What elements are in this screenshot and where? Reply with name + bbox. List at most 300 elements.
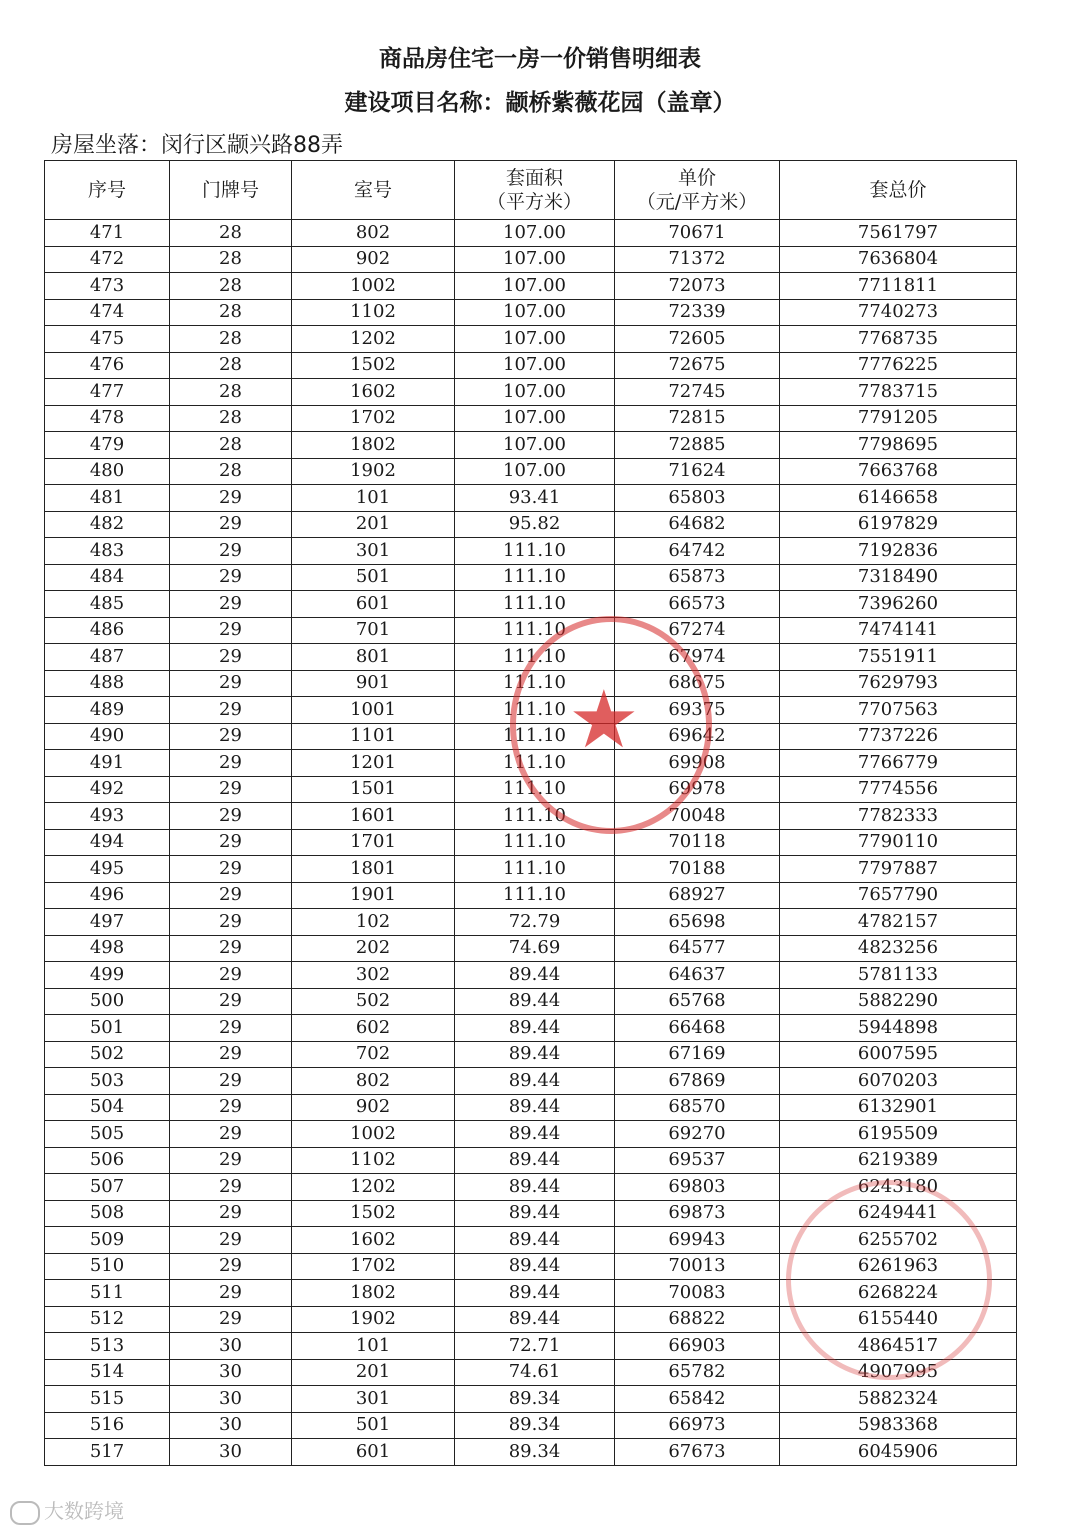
cell-total: 5781133 [780,962,1017,989]
cell-seq: 495 [45,856,170,883]
cell-price: 70048 [615,803,780,830]
table-row [45,935,1017,962]
cell-door: 29 [170,1147,292,1174]
cell-price: 69537 [615,1147,780,1174]
cell-price: 69642 [615,723,780,750]
cell-room: 1202 [292,1174,455,1201]
cell-room: 1101 [292,723,455,750]
cell-total: 7711811 [780,273,1017,300]
cell-total: 7551911 [780,644,1017,671]
cell-area: 111.10 [455,803,615,830]
cell-seq: 514 [45,1359,170,1386]
cell-price: 66468 [615,1015,780,1042]
cell-door: 29 [170,882,292,909]
cell-door: 29 [170,485,292,512]
table-row [45,1174,1017,1201]
cell-room: 201 [292,1359,455,1386]
cell-total: 7783715 [780,379,1017,406]
header-line: 套总价 [869,179,927,201]
cell-total: 5983368 [780,1412,1017,1439]
cell-door: 28 [170,458,292,485]
cell-room: 902 [292,246,455,273]
cell-door: 29 [170,1068,292,1095]
cell-room: 901 [292,670,455,697]
cell-area: 89.44 [455,1068,615,1095]
header-line: （元/平方米） [636,191,758,213]
cell-seq: 503 [45,1068,170,1095]
table-row [45,538,1017,565]
table-row [45,723,1017,750]
cell-room: 501 [292,564,455,591]
cell-total: 7740273 [780,299,1017,326]
cell-door: 29 [170,1306,292,1333]
cell-area: 95.82 [455,511,615,538]
header-line: 套面积 [505,167,563,189]
cell-area: 111.10 [455,723,615,750]
cell-door: 29 [170,776,292,803]
table-row [45,1412,1017,1439]
cell-total: 6249441 [780,1200,1017,1227]
cell-area: 89.44 [455,988,615,1015]
cell-area: 74.61 [455,1359,615,1386]
cell-door: 29 [170,1200,292,1227]
cell-total: 7768735 [780,326,1017,353]
cell-door: 29 [170,538,292,565]
cell-room: 1502 [292,352,455,379]
cell-price: 72073 [615,273,780,300]
col-header-price [615,161,780,220]
cell-seq: 499 [45,962,170,989]
table-row [45,220,1017,247]
cell-seq: 512 [45,1306,170,1333]
cell-total: 7636804 [780,246,1017,273]
cell-total: 7737226 [780,723,1017,750]
cell-seq: 489 [45,697,170,724]
cell-room: 1601 [292,803,455,830]
col-header-room [292,161,455,220]
watermark [10,1495,124,1525]
document-title: 商品房住宅一房一价销售明细表 [379,46,701,72]
cell-area: 107.00 [455,326,615,353]
cell-seq: 517 [45,1439,170,1466]
table-row [45,644,1017,671]
table-row [45,379,1017,406]
cell-area: 72.79 [455,909,615,936]
table-row [45,776,1017,803]
cell-door: 29 [170,511,292,538]
cell-door: 29 [170,697,292,724]
cell-room: 1602 [292,379,455,406]
table-header-row [45,161,1017,220]
cell-area: 107.00 [455,273,615,300]
cell-area: 89.34 [455,1439,615,1466]
cell-total: 7396260 [780,591,1017,618]
cell-price: 70671 [615,220,780,247]
cell-total: 6243180 [780,1174,1017,1201]
cell-total: 7790110 [780,829,1017,856]
cell-door: 29 [170,750,292,777]
cell-seq: 494 [45,829,170,856]
cell-total: 7766779 [780,750,1017,777]
cell-area: 107.00 [455,220,615,247]
cell-area: 89.44 [455,1227,615,1254]
cell-area: 93.41 [455,485,615,512]
cell-total: 7657790 [780,882,1017,909]
cell-seq: 507 [45,1174,170,1201]
cell-door: 29 [170,935,292,962]
table-row [45,1015,1017,1042]
cell-price: 67169 [615,1041,780,1068]
cell-room: 201 [292,511,455,538]
cell-seq: 501 [45,1015,170,1042]
cell-room: 602 [292,1015,455,1042]
cell-area: 111.10 [455,644,615,671]
col-header-seq [45,161,170,220]
cell-price: 69375 [615,697,780,724]
cell-room: 601 [292,1439,455,1466]
cell-door: 30 [170,1412,292,1439]
cell-price: 72675 [615,352,780,379]
cell-seq: 490 [45,723,170,750]
cell-room: 1802 [292,1280,455,1307]
cell-door: 28 [170,405,292,432]
table-row [45,1333,1017,1360]
table-row [45,1439,1017,1466]
cell-area: 89.44 [455,1121,615,1148]
cell-price: 70013 [615,1253,780,1280]
cell-seq: 481 [45,485,170,512]
cell-area: 107.00 [455,379,615,406]
cell-area: 89.44 [455,1306,615,1333]
col-header-total [780,161,1017,220]
cell-seq: 472 [45,246,170,273]
cell-door: 28 [170,273,292,300]
cell-total: 7776225 [780,352,1017,379]
header-line: 单价 [677,167,716,189]
project-name: 建设项目名称：颛桥紫薇花园（盖章） [344,90,736,116]
cell-price: 66903 [615,1333,780,1360]
header-line: （平方米） [486,191,582,213]
cell-room: 1802 [292,432,455,459]
cell-area: 107.00 [455,352,615,379]
cell-total: 7192836 [780,538,1017,565]
cell-door: 29 [170,962,292,989]
cell-price: 71372 [615,246,780,273]
cell-total: 7798695 [780,432,1017,459]
cell-area: 107.00 [455,405,615,432]
cell-price: 67869 [615,1068,780,1095]
cell-area: 72.71 [455,1333,615,1360]
cell-room: 301 [292,1386,455,1413]
cell-total: 6261963 [780,1253,1017,1280]
cell-total: 6195509 [780,1121,1017,1148]
cell-seq: 487 [45,644,170,671]
cell-seq: 476 [45,352,170,379]
cell-room: 1501 [292,776,455,803]
cell-total: 6155440 [780,1306,1017,1333]
cell-room: 601 [292,591,455,618]
table-row [45,803,1017,830]
cell-total: 7629793 [780,670,1017,697]
cell-seq: 516 [45,1412,170,1439]
table-row [45,1253,1017,1280]
cell-total: 6219389 [780,1147,1017,1174]
cell-area: 107.00 [455,246,615,273]
table-row [45,1386,1017,1413]
cell-price: 65842 [615,1386,780,1413]
cell-door: 30 [170,1386,292,1413]
cell-seq: 474 [45,299,170,326]
cell-total: 6070203 [780,1068,1017,1095]
cell-room: 1002 [292,1121,455,1148]
cell-total: 6255702 [780,1227,1017,1254]
cell-seq: 505 [45,1121,170,1148]
table-row [45,1147,1017,1174]
cell-room: 1602 [292,1227,455,1254]
cell-seq: 511 [45,1280,170,1307]
cell-seq: 488 [45,670,170,697]
weibo-icon [10,1501,40,1525]
cell-price: 65873 [615,564,780,591]
cell-total: 5944898 [780,1015,1017,1042]
cell-price: 69908 [615,750,780,777]
cell-total: 6132901 [780,1094,1017,1121]
cell-total: 7707563 [780,697,1017,724]
cell-room: 1902 [292,1306,455,1333]
cell-area: 111.10 [455,829,615,856]
table-row [45,299,1017,326]
cell-price: 69873 [615,1200,780,1227]
table-row [45,1306,1017,1333]
cell-seq: 506 [45,1147,170,1174]
cell-seq: 484 [45,564,170,591]
cell-price: 67274 [615,617,780,644]
cell-seq: 480 [45,458,170,485]
cell-area: 111.10 [455,856,615,883]
cell-room: 701 [292,617,455,644]
table-row [45,511,1017,538]
cell-total: 7791205 [780,405,1017,432]
table-row [45,988,1017,1015]
cell-price: 65803 [615,485,780,512]
table-row [45,1068,1017,1095]
cell-door: 29 [170,1041,292,1068]
cell-total: 7474141 [780,617,1017,644]
cell-area: 89.44 [455,1094,615,1121]
cell-total: 5882324 [780,1386,1017,1413]
cell-seq: 500 [45,988,170,1015]
table-row [45,485,1017,512]
cell-room: 1702 [292,405,455,432]
cell-room: 902 [292,1094,455,1121]
cell-door: 30 [170,1439,292,1466]
cell-price: 65698 [615,909,780,936]
cell-door: 29 [170,617,292,644]
cell-seq: 478 [45,405,170,432]
table-row [45,670,1017,697]
cell-price: 66973 [615,1412,780,1439]
cell-total: 6045906 [780,1439,1017,1466]
cell-total: 6197829 [780,511,1017,538]
cell-area: 89.44 [455,1200,615,1227]
cell-total: 6146658 [780,485,1017,512]
table-row [45,856,1017,883]
cell-room: 1002 [292,273,455,300]
cell-price: 64577 [615,935,780,962]
table-row [45,1227,1017,1254]
cell-room: 301 [292,538,455,565]
cell-total: 7774556 [780,776,1017,803]
header-line: 室号 [353,179,392,201]
cell-room: 1102 [292,1147,455,1174]
cell-room: 702 [292,1041,455,1068]
cell-seq: 477 [45,379,170,406]
cell-total: 4864517 [780,1333,1017,1360]
cell-total: 7318490 [780,564,1017,591]
cell-price: 65768 [615,988,780,1015]
property-location: 房屋坐落：闵行区颛兴路88弄 [51,133,343,158]
cell-area: 107.00 [455,458,615,485]
cell-door: 29 [170,564,292,591]
cell-door: 28 [170,432,292,459]
table-row [45,564,1017,591]
cell-seq: 492 [45,776,170,803]
table-row [45,750,1017,777]
cell-price: 72339 [615,299,780,326]
table-row [45,617,1017,644]
cell-door: 29 [170,591,292,618]
cell-room: 302 [292,962,455,989]
cell-door: 29 [170,723,292,750]
watermark-text: 大数跨境 [44,1499,124,1523]
table-row [45,246,1017,273]
cell-total: 5882290 [780,988,1017,1015]
cell-door: 29 [170,1280,292,1307]
table-row [45,697,1017,724]
cell-area: 107.00 [455,299,615,326]
cell-area: 89.34 [455,1386,615,1413]
cell-area: 89.44 [455,962,615,989]
cell-room: 1502 [292,1200,455,1227]
cell-total: 6007595 [780,1041,1017,1068]
cell-room: 1702 [292,1253,455,1280]
cell-price: 72885 [615,432,780,459]
cell-price: 65782 [615,1359,780,1386]
table-row [45,405,1017,432]
cell-room: 501 [292,1412,455,1439]
table-row [45,352,1017,379]
star-icon: ★ [568,673,640,766]
cell-door: 29 [170,988,292,1015]
cell-total: 7797887 [780,856,1017,883]
cell-room: 101 [292,485,455,512]
cell-door: 29 [170,1121,292,1148]
cell-door: 29 [170,856,292,883]
cell-door: 28 [170,299,292,326]
cell-price: 68570 [615,1094,780,1121]
cell-area: 89.44 [455,1253,615,1280]
table-row [45,1094,1017,1121]
cell-seq: 513 [45,1333,170,1360]
cell-door: 29 [170,1174,292,1201]
cell-seq: 510 [45,1253,170,1280]
header-line: 序号 [87,179,126,201]
cell-price: 70188 [615,856,780,883]
cell-area: 89.44 [455,1147,615,1174]
table-row [45,591,1017,618]
cell-seq: 493 [45,803,170,830]
cell-room: 1902 [292,458,455,485]
cell-door: 28 [170,220,292,247]
cell-seq: 509 [45,1227,170,1254]
cell-total: 4782157 [780,909,1017,936]
cell-room: 1202 [292,326,455,353]
header-line: 门牌号 [201,179,259,201]
cell-door: 29 [170,803,292,830]
cell-area: 111.10 [455,591,615,618]
cell-room: 202 [292,935,455,962]
cell-price: 69270 [615,1121,780,1148]
cell-room: 502 [292,988,455,1015]
cell-area: 111.10 [455,750,615,777]
cell-seq: 471 [45,220,170,247]
cell-door: 28 [170,326,292,353]
cell-price: 70083 [615,1280,780,1307]
cell-seq: 473 [45,273,170,300]
cell-area: 111.10 [455,882,615,909]
cell-area: 111.10 [455,564,615,591]
table-row [45,909,1017,936]
cell-price: 67974 [615,644,780,671]
table-row [45,1200,1017,1227]
cell-room: 1201 [292,750,455,777]
cell-price: 64682 [615,511,780,538]
cell-price: 68927 [615,882,780,909]
table-row [45,1359,1017,1386]
cell-room: 802 [292,1068,455,1095]
cell-price: 68675 [615,670,780,697]
table-row [45,326,1017,353]
cell-room: 802 [292,220,455,247]
cell-seq: 497 [45,909,170,936]
cell-price: 64637 [615,962,780,989]
cell-door: 30 [170,1359,292,1386]
col-header-area [455,161,615,220]
cell-area: 107.00 [455,432,615,459]
sales-detail-table [44,160,1017,1466]
cell-room: 1102 [292,299,455,326]
cell-area: 111.10 [455,697,615,724]
cell-area: 89.44 [455,1041,615,1068]
cell-seq: 498 [45,935,170,962]
table-row [45,882,1017,909]
cell-price: 69978 [615,776,780,803]
cell-room: 1701 [292,829,455,856]
cell-seq: 479 [45,432,170,459]
cell-area: 111.10 [455,538,615,565]
cell-area: 111.10 [455,617,615,644]
table-row [45,829,1017,856]
cell-seq: 482 [45,511,170,538]
cell-seq: 475 [45,326,170,353]
cell-seq: 491 [45,750,170,777]
cell-price: 69943 [615,1227,780,1254]
cell-total: 4907995 [780,1359,1017,1386]
cell-price: 66573 [615,591,780,618]
cell-door: 28 [170,246,292,273]
table-row [45,432,1017,459]
cell-room: 1801 [292,856,455,883]
